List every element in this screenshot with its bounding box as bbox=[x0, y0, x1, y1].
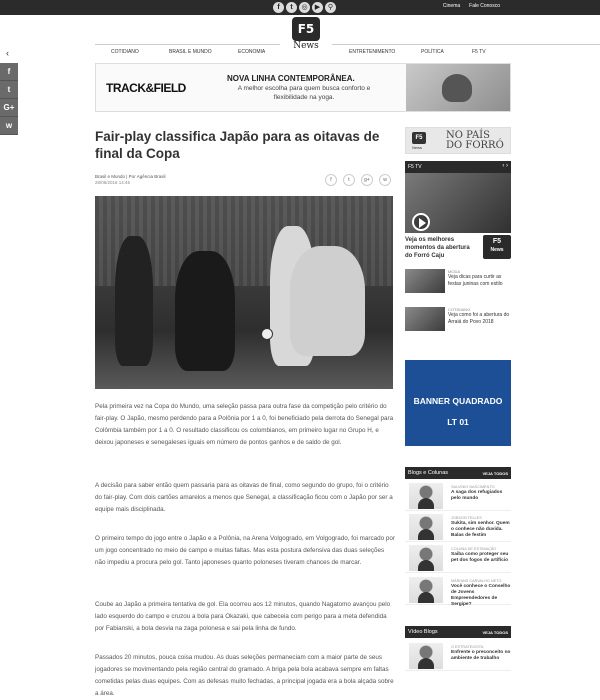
f5tv-carousel-arrows-icon[interactable]: ‹ › bbox=[502, 163, 508, 169]
nav-item-brasil-e-mundo[interactable]: BRASIL E MUNDO bbox=[169, 49, 212, 55]
article-share-buttons bbox=[325, 174, 391, 186]
search-icon[interactable]: ⚲ bbox=[325, 2, 336, 13]
square-banner-ad[interactable] bbox=[405, 360, 511, 446]
top-links bbox=[443, 3, 500, 9]
blog-item[interactable] bbox=[405, 481, 511, 511]
list-item[interactable] bbox=[405, 307, 511, 333]
list-item-title: Veja como foi a abertura do Arraiá do Povo 2018 bbox=[448, 312, 510, 325]
contact-link[interactable]: Fale Conosco bbox=[469, 3, 500, 9]
nav-item-economia[interactable]: ECONOMIA bbox=[238, 49, 266, 55]
ad-headline: NOVA LINHA CONTEMPORÂNEA. bbox=[227, 74, 355, 83]
blog-title: Saiba como proteger seu pet dos fogos de artifício bbox=[451, 552, 509, 563]
article-share-facebook-icon[interactable]: f bbox=[325, 174, 337, 186]
blogs-header bbox=[405, 467, 511, 479]
list-item-category: COTIDIANO bbox=[448, 307, 471, 312]
blog-item[interactable] bbox=[405, 575, 511, 605]
f5tv-logo-badge: F5 bbox=[492, 238, 502, 245]
f5tv-header bbox=[405, 161, 511, 173]
f5tv-label: F5 TV bbox=[408, 164, 422, 170]
blog-author: JOBSON TELLES bbox=[451, 516, 482, 520]
nav-divider-left bbox=[95, 44, 280, 45]
article-date: 28/06/2018 14:45 bbox=[95, 180, 131, 185]
blog-title: A saga dos refugiados pelo mundo bbox=[451, 490, 503, 501]
video-blogs-header bbox=[405, 626, 511, 638]
f5tv-logo-word: News bbox=[490, 247, 504, 253]
share-whatsapp-icon[interactable]: w bbox=[0, 117, 18, 135]
top-bar bbox=[0, 0, 600, 15]
square-banner-line2: LT 01 bbox=[447, 417, 469, 427]
facebook-icon[interactable]: f bbox=[273, 2, 284, 13]
article-category[interactable]: Brasil e Mundo | Por Agência Brasil bbox=[95, 174, 166, 179]
ad-photo bbox=[406, 64, 510, 111]
video-blog-item[interactable] bbox=[405, 641, 511, 671]
site-logo[interactable] bbox=[288, 17, 324, 55]
article-paragraph-4: Coube ao Japão a primeira tentativa de gol. Ela ocorreu aos 12 minutos, quando Nagatomo avançou pelo lado esquerdo do campo e cruzou a bola para Okazaki, que cabeceia com perigo para a meta defendida por Fabianski, a bola desvia na zaga polonesa e sai pela linha de fundo. bbox=[95, 601, 391, 632]
avatar bbox=[409, 514, 443, 540]
list-item[interactable] bbox=[405, 269, 511, 295]
no-pais-do-forro-banner[interactable] bbox=[405, 127, 511, 154]
article-title: Fair-play classifica Japão para as oitavas de final da Copa bbox=[95, 129, 380, 161]
floating-share-bar bbox=[0, 63, 18, 135]
blogs-view-all-link[interactable]: VEJA TODOS bbox=[482, 471, 508, 476]
nav-item-politica[interactable]: POLÍTICA bbox=[421, 49, 444, 55]
blog-title: Enfrente o preconceito no ambiente de trabalho bbox=[451, 650, 511, 661]
article-paragraph-1: Pela primeira vez na Copa do Mundo, uma seleção passa para outra fase da competição pelo critério do fair-play. O Japão, mesmo perdendo para a Polônia por 1 a 0, foi beneficiado pela derrota do Senegal para Colômbia também por 1 a 0. O resultado classificou os colombianos, em primeiro lugar no Grupo H, e deixou japoneses e senegaleses iguais em número de pontos ganhos e de saldo de gol. bbox=[95, 403, 394, 446]
blogs-header-title: Blogs e Colunas bbox=[408, 470, 449, 476]
banner-mini-badge: F5 bbox=[412, 132, 426, 144]
blog-author: SALVINIO NASCIMENTO bbox=[451, 485, 495, 489]
instagram-icon[interactable]: ◎ bbox=[299, 2, 310, 13]
f5tv-video-thumbnail[interactable] bbox=[405, 173, 511, 233]
avatar bbox=[409, 643, 443, 669]
video-blogs-view-all-link[interactable]: VEJA TODOS bbox=[482, 630, 508, 635]
photo-player-2 bbox=[175, 251, 235, 371]
blog-item[interactable] bbox=[405, 512, 511, 542]
list-item-thumbnail bbox=[405, 307, 445, 331]
avatar bbox=[409, 577, 443, 603]
article-share-twitter-icon[interactable]: t bbox=[343, 174, 355, 186]
avatar bbox=[409, 483, 443, 509]
article-photo bbox=[95, 196, 393, 389]
f5tv-caption[interactable]: Veja os melhores momentos da abertura do Forró Caju bbox=[405, 237, 470, 259]
article-paragraph-5: Passados 20 minutos, pouca coisa mudou. As duas seleções permaneciam com a maior parte de seus jogadores se movimentando pela região central do gramado. A briga pela bola acabava sempre em faltas cometidas pelas duas equipes. Com as defesas muito fechadas, a principal jogada era a bola alçada sobre a área. bbox=[95, 654, 394, 697]
cinema-link[interactable]: Cinema bbox=[442, 3, 461, 9]
blog-author: O ESTRATEGISTA bbox=[451, 645, 484, 649]
photo-player-1 bbox=[115, 236, 153, 366]
list-item-thumbnail bbox=[405, 269, 445, 293]
article-paragraph-3: O primeiro tempo do jogo entre o Japão e a Polônia, na Arena Volgogrado, em Volgogrado, foi marcado por um jogo concentrado no meio de campo e muitas faltas. Mas esta postura defensiva das duas seleções não impediu a procura pelo gol. Tanto japoneses quanto poloneses tiveram chances de marcar. bbox=[95, 535, 395, 566]
list-item-title: Veja dicas para curtir as festas juninas com estilo bbox=[448, 274, 503, 287]
photo-ball bbox=[261, 328, 273, 340]
play-icon[interactable] bbox=[412, 213, 430, 231]
photo-player-4 bbox=[290, 246, 365, 356]
video-blogs-header-title: Vídeo Blogs bbox=[408, 629, 438, 635]
nav-divider-right bbox=[332, 44, 600, 45]
share-twitter-icon[interactable]: t bbox=[0, 81, 18, 99]
square-banner-line1: BANNER QUADRADO bbox=[413, 396, 503, 406]
blog-author: MÁRIANS CARVALHO NETO bbox=[451, 579, 502, 583]
blog-title: Você conhece o Conselho de Jovens Empreendedores de Sergipe? bbox=[451, 584, 511, 607]
list-item-category: MODA bbox=[448, 269, 460, 274]
article-share-googleplus-icon[interactable]: g+ bbox=[361, 174, 373, 186]
banner-mini-word: News bbox=[412, 145, 423, 150]
blog-title: Sukita, sim senhor. Quem o conhece não duvida. Balas de festim bbox=[451, 521, 510, 538]
blog-author: COLUNA DE ESTIMAÇÃO bbox=[451, 547, 497, 551]
article-paragraph-2: A decisão para saber então quem passaria para as oitavas de final, como segundo do grupo, foi o critério do fair-play. Com dois cartões amarelos a menos que Senegal, a classificação ficou com o Japão por ser a equipe mais disciplinada. bbox=[95, 482, 393, 513]
youtube-icon[interactable]: ▶ bbox=[312, 2, 323, 13]
nav-item-entretenimento[interactable]: ENTRETENIMENTO bbox=[349, 49, 396, 55]
banner-text: NO PAÍS DO FORRÓ bbox=[446, 130, 504, 151]
share-googleplus-icon[interactable]: G+ bbox=[0, 99, 18, 117]
avatar bbox=[409, 545, 443, 571]
blog-item[interactable] bbox=[405, 543, 511, 573]
logo-word: News bbox=[293, 41, 319, 51]
top-social-links bbox=[273, 2, 336, 13]
twitter-icon[interactable]: t bbox=[286, 2, 297, 13]
f5tv-logo bbox=[483, 235, 511, 259]
share-facebook-icon[interactable]: f bbox=[0, 63, 18, 81]
ad-subtext: A melhor escolha para quem busca conforto e flexibilidade na yoga. bbox=[237, 85, 371, 101]
article-share-whatsapp-icon[interactable]: w bbox=[379, 174, 391, 186]
nav-item-cotidiano[interactable]: COTIDIANO bbox=[111, 49, 139, 55]
ad-brand: TRACK&FIELD bbox=[106, 81, 186, 95]
top-ad-banner[interactable] bbox=[95, 63, 511, 112]
logo-badge: F5 bbox=[292, 17, 320, 41]
nav-item-f5-tv[interactable]: F5 TV bbox=[472, 49, 486, 55]
nav-back-icon[interactable]: ‹ bbox=[6, 48, 9, 58]
